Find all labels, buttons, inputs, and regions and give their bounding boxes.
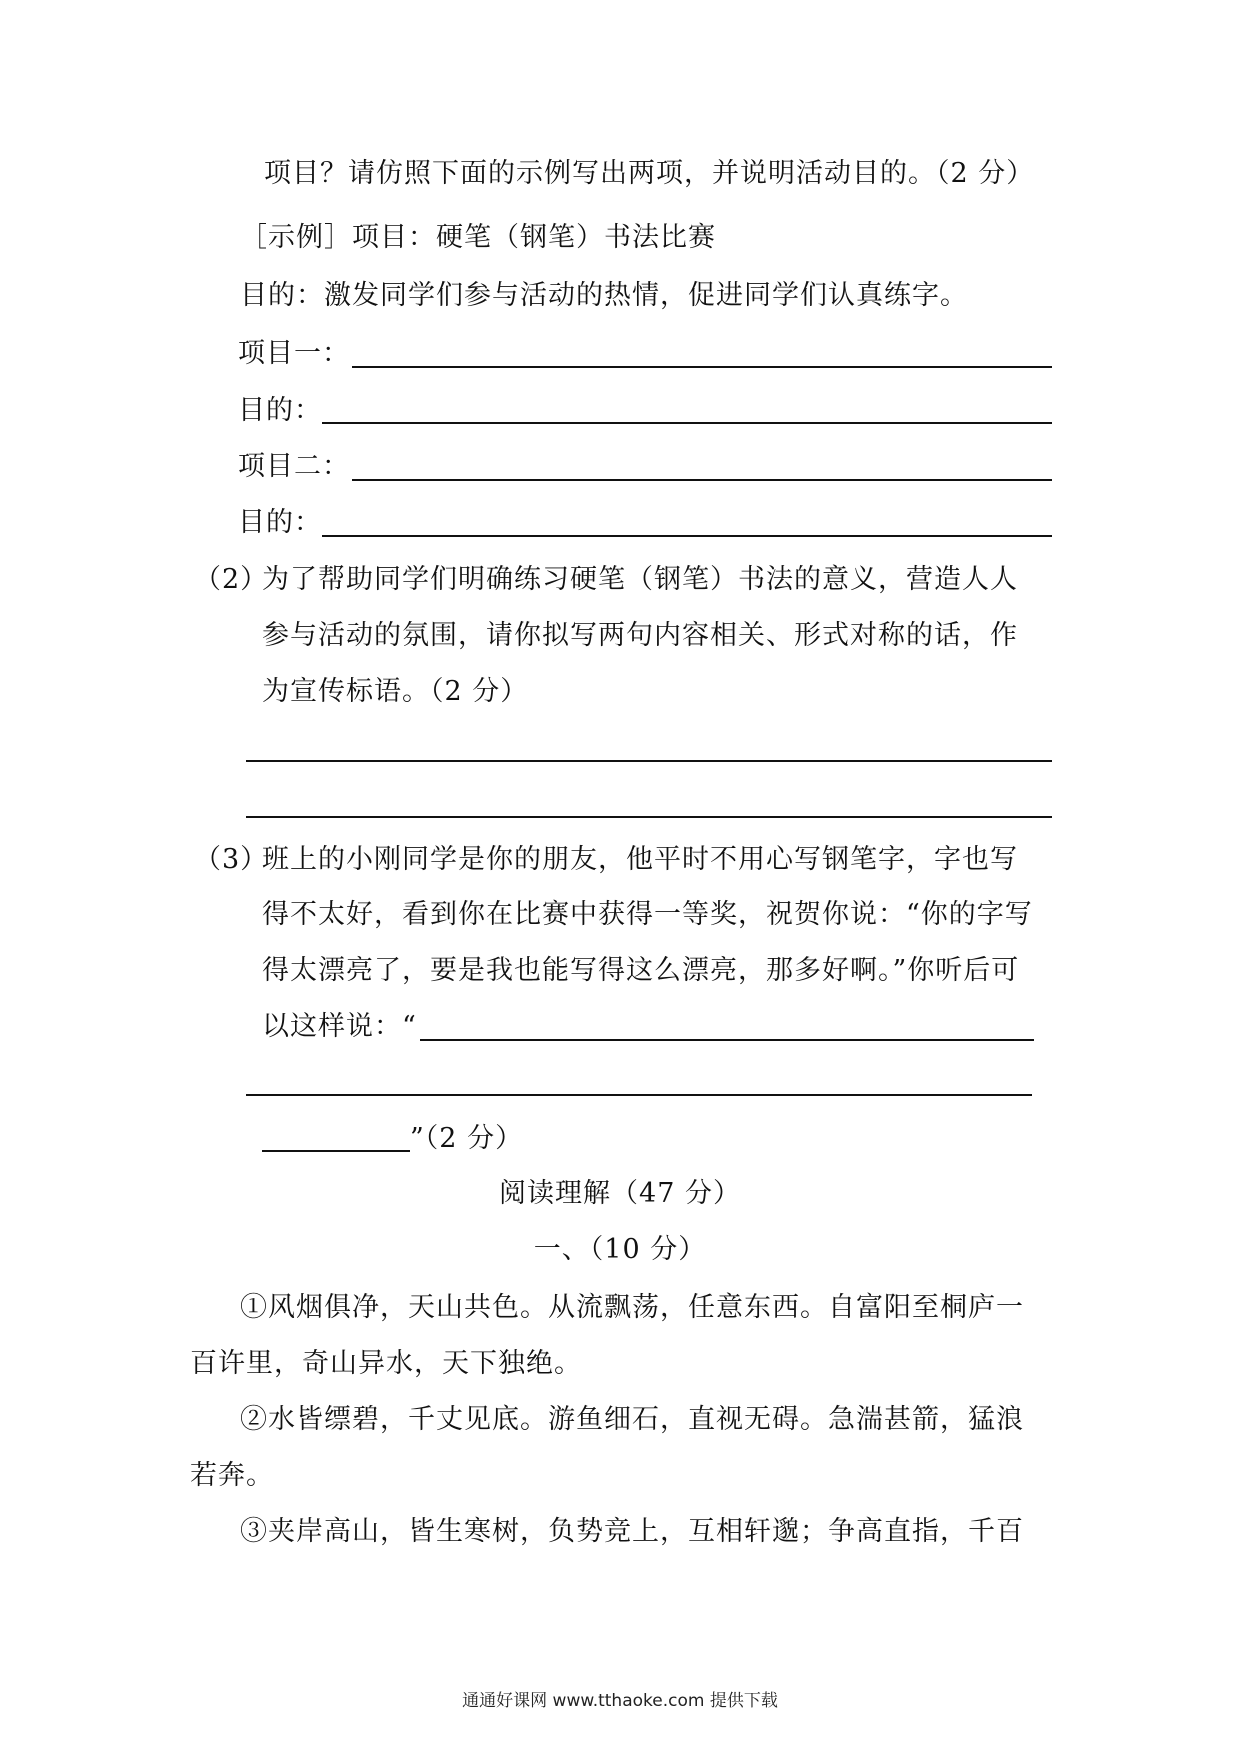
q3-line2: 得不太好，看到你在比赛中获得一等奖，祝贺你说：“你的字写 [262,899,1033,930]
purpose1-label: 目的： [238,395,322,426]
q2-line2: 参与活动的氛围，请你拟写两句内容相关、形式对称的话，作 [262,620,1018,651]
reading-title: 阅读理解（47 分） [499,1178,741,1209]
passage-paragraph-3-line-1: ③夹岸高山，皆生寒树，负势竞上，互相轩邈；争高直指，千百 [240,1516,1024,1547]
item1-label: 项目一： [238,338,350,369]
purpose2-label: 目的： [238,507,322,538]
q1-example: ［示例］项目：硬笔（钢笔）书法比赛 [240,222,716,253]
q3-answer-line-1[interactable] [420,1039,1034,1041]
q3-line4-prefix: 以这样说：“ [262,1011,417,1042]
q2-number: （2） [194,564,269,595]
purpose1-answer-line[interactable] [322,422,1052,424]
item1-answer-line[interactable] [352,366,1052,368]
item2-label: 项目二： [238,451,350,482]
purpose2-answer-line[interactable] [322,535,1052,537]
passage-paragraph-1-line-2: 百许里，奇山异水，天下独绝。 [190,1348,582,1379]
passage-paragraph-2-line-1: ②水皆缥碧，千丈见底。游鱼细石，直视无碍。急湍甚箭，猛浪 [240,1404,1024,1435]
reading-section-1: 一、（10 分） [533,1234,707,1265]
q2-answer-line-1[interactable] [246,760,1052,762]
q3-number: （3） [194,844,269,875]
q2-line1: 为了帮助同学们明确练习硬笔（钢笔）书法的意义，营造人人 [262,564,1018,595]
q3-line3: 得太漂亮了，要是我也能写得这么漂亮，那多好啊。”你听后可 [262,955,1020,986]
passage-paragraph-1-line-1: ①风烟俱净，天山共色。从流飘荡，任意东西。自富阳至桐庐一 [240,1292,1024,1323]
passage-paragraph-2-line-2: 若奔。 [190,1460,274,1491]
footer-download-note: 通通好课网 www.tthaoke.com 提供下载 [462,1691,778,1711]
q3-line1: 班上的小刚同学是你的朋友，他平时不用心写钢笔字，字也写 [262,844,1018,875]
q3-answer-line-3[interactable] [262,1150,410,1152]
q2-line3: 为宣传标语。（2 分） [262,676,529,707]
q3-answer-line-2[interactable] [246,1094,1032,1096]
q1-example-purpose: 目的：激发同学们参与活动的热情，促进同学们认真练字。 [240,280,968,311]
item2-answer-line[interactable] [352,479,1052,481]
q1-line1: 项目？请仿照下面的示例写出两项，并说明活动目的。（2 分） [264,158,1035,189]
q2-answer-line-2[interactable] [246,816,1052,818]
q3-closing: ”（2 分） [410,1123,524,1154]
